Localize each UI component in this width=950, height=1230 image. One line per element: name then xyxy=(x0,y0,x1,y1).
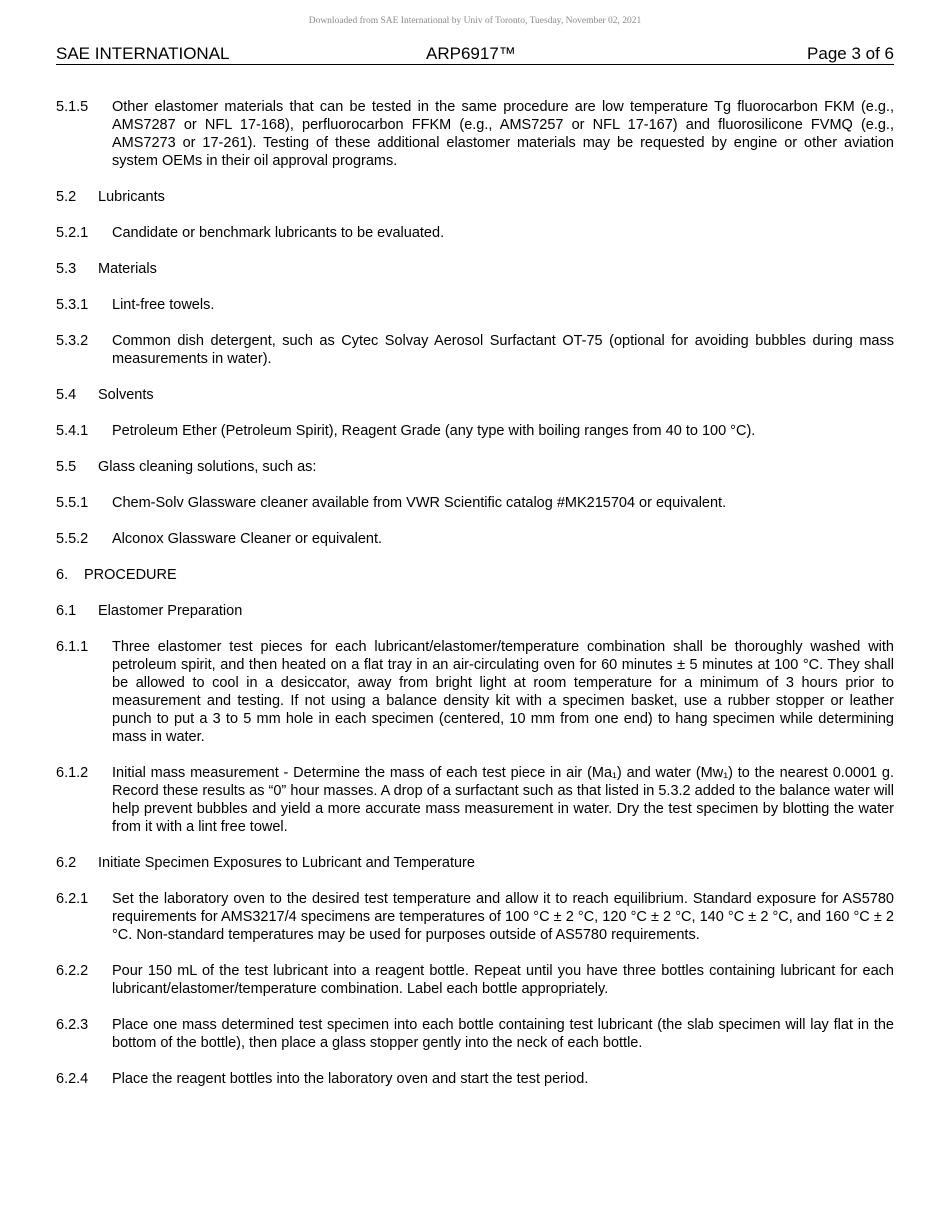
section-text: Alconox Glassware Cleaner or equivalent. xyxy=(112,531,382,547)
section-text: Chem-Solv Glassware cleaner available from VWR Scientific catalog #MK215704 or equivalent. xyxy=(112,495,727,511)
section-6-1-2 xyxy=(56,764,894,836)
section-number: 5.5 xyxy=(56,459,77,475)
download-watermark: Downloaded from SAE International by Univ of Toronto, Tuesday, November 02, 2021 xyxy=(308,16,642,26)
section-number: 6.2.2 xyxy=(56,963,89,979)
section-heading: PROCEDURE xyxy=(84,567,177,583)
section-heading: Glass cleaning solutions, such as: xyxy=(98,459,317,475)
section-number: 5.4 xyxy=(56,387,77,403)
section-6-1-1 xyxy=(56,638,894,746)
section-number: 5.3.2 xyxy=(56,333,89,349)
document-id: ARP6917™ xyxy=(426,44,516,63)
page-header xyxy=(56,44,894,65)
section-text: Set the laboratory oven to the desired test temperature and allow it to reach equilibrium. Standard exposure for AS5780 requirements for AMS3217/4 specimens are temperatures of 100 °C ± 2 °C, 120 °C ± 2 °C, 140 °C ± 2 °C, and 160 °C ± 2 °C. Non-standard temperatures may be used for purposes outside of AS5780 requirements. xyxy=(112,891,894,943)
section-heading: Lubricants xyxy=(98,189,165,205)
section-number: 6.2.1 xyxy=(56,891,89,907)
section-5-2 xyxy=(56,188,894,206)
section-5-4 xyxy=(56,386,894,404)
section-5-5-1 xyxy=(56,494,894,512)
section-number: 6.2 xyxy=(56,855,77,871)
section-heading: Initiate Specimen Exposures to Lubricant and Temperature xyxy=(98,855,475,871)
section-5-3-2 xyxy=(56,332,894,368)
section-5-4-1 xyxy=(56,422,894,440)
section-number: 6.1.2 xyxy=(56,765,89,781)
section-text: Lint-free towels. xyxy=(112,297,215,313)
section-text: Place one mass determined test specimen into each bottle containing test lubricant (the slab specimen will lay flat in the bottom of the bottle), then place a glass stopper gently into the neck of each bottle. xyxy=(112,1017,894,1051)
section-heading: Materials xyxy=(98,261,157,277)
section-number: 5.5.2 xyxy=(56,531,89,547)
section-5-5-2 xyxy=(56,530,894,548)
section-number: 6.2.3 xyxy=(56,1017,89,1033)
section-heading: Solvents xyxy=(98,387,154,403)
section-text: Other elastomer materials that can be tested in the same procedure are low temperature Tg fluorocarbon FKM (e.g., AMS7287 or NFL 17-168), perfluorocarbon FFKM (e.g., AMS7257 or NFL 17-167) and fluorosilicone FVMQ (e.g., AMS7273 or 17-261). Testing of these additional elastomer materials may be requested by engine or other aviation system OEMs in their oil approval programs. xyxy=(112,99,894,169)
section-text: Candidate or benchmark lubricants to be evaluated. xyxy=(112,225,445,241)
section-5-2-1 xyxy=(56,224,894,242)
section-number: 5.3 xyxy=(56,261,77,277)
document-body xyxy=(56,98,894,1106)
organization-name: SAE INTERNATIONAL xyxy=(56,44,230,63)
section-number: 6. xyxy=(56,567,69,583)
page-number: Page 3 of 6 xyxy=(807,44,894,63)
section-6 xyxy=(56,566,894,584)
section-text: Common dish detergent, such as Cytec Solvay Aerosol Surfactant OT-75 (optional for avoiding bubbles during mass measurements in water). xyxy=(112,333,894,367)
section-6-2-1 xyxy=(56,890,894,944)
section-text: Place the reagent bottles into the laboratory oven and start the test period. xyxy=(112,1071,589,1087)
section-number: 5.5.1 xyxy=(56,495,89,511)
section-6-2 xyxy=(56,854,894,872)
section-5-1-5 xyxy=(56,98,894,170)
section-6-2-3 xyxy=(56,1016,894,1052)
section-number: 5.1.5 xyxy=(56,99,89,115)
section-5-3-1 xyxy=(56,296,894,314)
section-5-5 xyxy=(56,458,894,476)
section-number: 5.2 xyxy=(56,189,77,205)
section-number: 6.1.1 xyxy=(56,639,89,655)
section-number: 5.2.1 xyxy=(56,225,89,241)
section-number: 5.3.1 xyxy=(56,297,89,313)
section-text: Three elastomer test pieces for each lubricant/elastomer/temperature combination shall be thoroughly washed with petroleum spirit, and then heated on a flat tray in an air-circulating oven for 60 minutes ± 5 minutes at 100 °C. They shall be allowed to cool in a desiccator, away from bright light at room temperature for a minimum of 3 hours prior to measurement and testing. If not using a balance density kit with a specimen basket, use a rubber stopper or leather punch to put a 3 to 5 mm hole in each specimen (centered, 10 mm from one end) to hang specimen while determining mass in water. xyxy=(112,639,894,745)
section-heading: Elastomer Preparation xyxy=(98,603,243,619)
section-text: Petroleum Ether (Petroleum Spirit), Reagent Grade (any type with boiling ranges from 40 to 100 °C). xyxy=(112,423,756,439)
section-text: Pour 150 mL of the test lubricant into a reagent bottle. Repeat until you have three bottles containing lubricant for each lubricant/elastomer/temperature combination. Label each bottle appropriately. xyxy=(112,963,894,997)
section-text: Initial mass measurement - Determine the mass of each test piece in air (Ma₁) and water (Mw₁) to the nearest 0.0001 g. Record these results as “0” hour masses. A drop of a surfactant such as that listed in 5.3.2 added to the balance water will help prevent bubbles and yield a more accurate mass measurement in water. Dry the test specimen by blotting the water from it with a lint free towel. xyxy=(112,765,894,835)
section-number: 5.4.1 xyxy=(56,423,89,439)
section-number: 6.2.4 xyxy=(56,1071,89,1087)
section-5-3 xyxy=(56,260,894,278)
section-number: 6.1 xyxy=(56,603,77,619)
section-6-2-2 xyxy=(56,962,894,998)
section-6-2-4 xyxy=(56,1070,894,1088)
section-6-1 xyxy=(56,602,894,620)
